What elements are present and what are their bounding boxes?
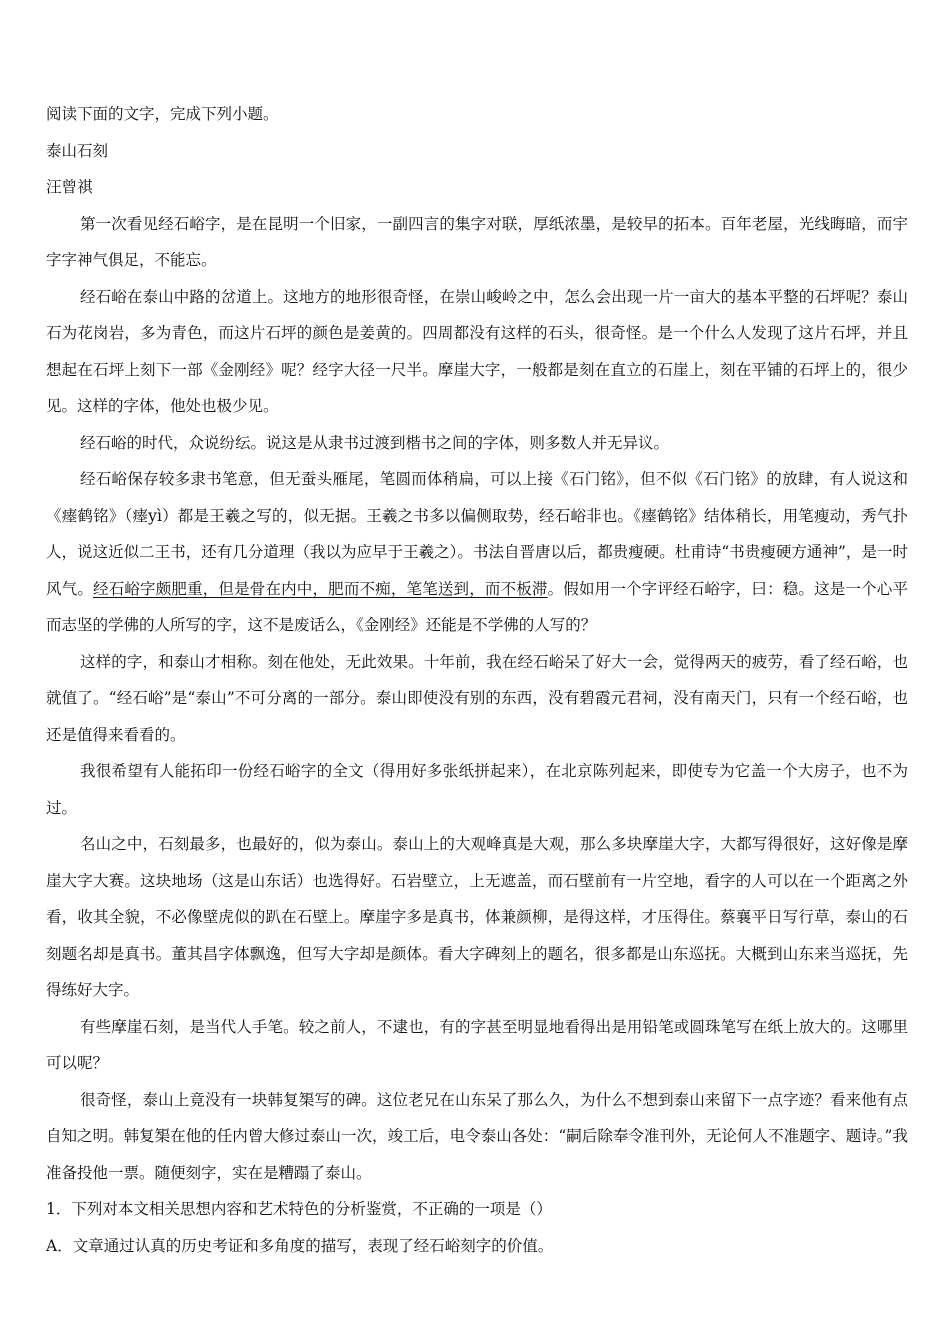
question-1: 1．下列对本文相关思想内容和艺术特色的分析鉴赏，不正确的一项是（）	[46, 1200, 552, 1218]
document-page	[46, 96, 908, 1264]
article-title: 泰山石刻	[46, 141, 109, 160]
article-author: 汪曾祺	[46, 178, 93, 196]
paragraph-8: 有些摩崖石刻，是当代人手笔。较之前人，不逮也，有的字甚至明显地看得出是用铅笔或圆珠笔写在纸上放大的。这哪里可以呢？	[46, 1017, 908, 1072]
paragraph-6: 我很希望有人能拓印一份经石峪字的全文（得用好多张纸拼起来），在北京陈列起来，即使专为它盖一个大房子，也不为过。	[46, 762, 908, 817]
paragraph-1: 第一次看见经石峪字，是在昆明一个旧家，一副四言的集字对联，厚纸浓墨，是较早的拓本。百年老屋，光线晦暗，而宇字字神气俱足，不能忘。	[46, 214, 908, 269]
paragraph-9: 很奇怪，泰山上竟没有一块韩复榘写的碑。这位老兄在山东呆了那么久，为什么不想到泰山来留下一点字迹？看来他有点自知之明。韩复榘在他的任内曾大修过泰山一次，竣工后，电令泰山各处：“嗣后除奉令准刊外，无论何人不准题字、题诗。”我准备投他一票。随便刻字，实在是糟蹋了泰山。	[46, 1090, 908, 1182]
paragraph-4-text-before: 经石峪保存较多隶书笔意，但无蚕头雁尾，笔圆而体稍扁，可以上接《石门铭》，但不似《石门铭》的放肆，有人说这和《瘗鹤铭》（瘗yì）都是王羲之写的，似无据。王羲之书多以偏侧取势，经石峪非也。《瘗鹤铭》结体稍长，用笔瘦动，秀气扑人，说这近似二王书，还有几分道理（我以为应早于王羲之）。书法自晋唐以后，都贵瘦硬。杜甫诗“书贵瘦硬方通神”，是一时风气。	[46, 470, 908, 598]
paragraph-5: 这样的字，和泰山才相称。刻在他处，无此效果。十年前，我在经石峪呆了好大一会，觉得两天的疲劳，看了经石峪，也就值了。“经石峪”是“泰山”不可分离的一部分。泰山即使没有别的东西，没有碧霞元君祠，没有南天门，只有一个经石峪，也还是值得来看看的。	[46, 652, 908, 744]
paragraph-2: 经石峪在泰山中路的岔道上。这地方的地形很奇怪，在崇山峻岭之中，怎么会出现一片一亩大的基本平整的石坪呢？泰山石为花岗岩，多为青色，而这片石坪的颜色是姜黄的。四周都没有这样的石头，很奇怪。是一个什么人发现了这片石坪，并且想起在石坪上刻下一部《金刚经》呢？经字大径一尺半。摩崖大字，一般都是刻在直立的石崖上，刻在平铺的石坪上的，很少见。这样的字体，他处也极少见。	[46, 287, 908, 415]
paragraph-4	[46, 461, 908, 644]
paragraph-7: 名山之中，石刻最多，也最好的，似为泰山。泰山上的大观峰真是大观，那么多块摩崖大字，大都写得很好，这好像是摩崖大字大赛。这块地场（这是山东话）也选得好。石岩壁立，上无遮盖，而石壁前有一片空地，看字的人可以在一个距离之外看，收其全貌，不必像壁虎似的趴在石壁上。摩崖字多是真书，体兼颜柳，是得这样，才压得住。蔡襄平日写行草，泰山的石刻题名却是真书。董其昌字体飘逸，但写大字却是颜体。看大字碑刻上的题名，很多都是山东巡抚。大概到山东来当巡抚，先得练好大字。	[46, 835, 908, 999]
option-a: A．文章通过认真的历史考证和多角度的描写，表现了经石峪刻字的价值。	[46, 1236, 554, 1255]
paragraph-4-text-after: 。假如用一个字评经石峪字，曰：稳。这是一个心平而志坚的学佛的人所写的字，这不是废话么，《金刚经》还能是不学佛的人写的？	[46, 579, 908, 634]
paragraph-3: 经石峪的时代，众说纷纭。说这是从隶书过渡到楷书之间的字体，则多数人并无异议。	[80, 433, 670, 452]
reading-instruction: 阅读下面的文字，完成下列小题。	[46, 105, 279, 123]
underlined-sentence: 经石峪字颇肥重，但是骨在内中，肥而不痴，笔笔送到，而不板滞	[93, 579, 548, 598]
